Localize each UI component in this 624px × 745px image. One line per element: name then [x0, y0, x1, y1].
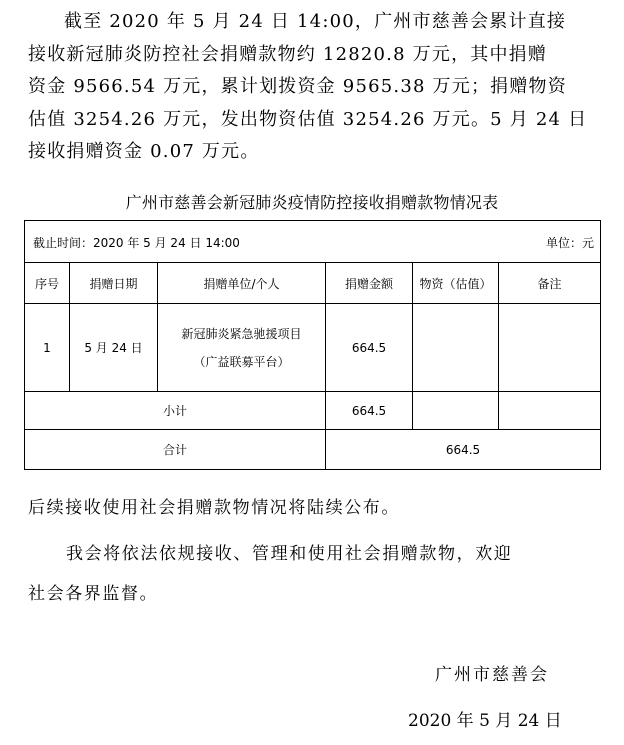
total-label: 合计 [162, 443, 187, 457]
header-no: 序号 [34, 276, 59, 291]
row-date: 5 月 24 日 [84, 341, 143, 355]
total-amount: 664.5 [445, 442, 481, 457]
donation-table [24, 220, 601, 470]
header-amount: 捐赠金额 [344, 276, 393, 291]
row-no: 1 [43, 340, 51, 355]
intro-line: 资金 9566.54 万元，累计划拨资金 9565.38 万元；捐赠物资 [28, 76, 567, 97]
donor-platform: （广益联募平台） [193, 354, 290, 369]
table-title: 广州市慈善会新冠肺炎疫情防控接收捐赠款物情况表 [125, 193, 499, 212]
row-remark [499, 304, 600, 391]
intro-line: 估值 3254.26 万元，发出物资估值 3254.26 万元。5 月 24 日 [28, 108, 588, 130]
row-amount: 664.5 [351, 340, 387, 355]
intro-line: 接收捐赠资金 0.07 万元。 [28, 141, 260, 162]
donor-name: 新冠肺炎紧急驰援项目 [181, 326, 302, 341]
signature-org: 广州市慈善会 [435, 665, 549, 685]
cutoff-time: 截止时间：2020 年 5 月 24 日 14:00 [33, 236, 240, 250]
row-donor [158, 304, 325, 391]
outro-line: 后续接收使用社会捐赠款物情况将陆续公布。 [28, 498, 400, 518]
signature-date: 2020 年 5 月 24 日 [408, 711, 562, 731]
table-meta-row [25, 221, 600, 263]
subtotal-label: 小计 [162, 404, 187, 418]
subtotal-amount: 664.5 [351, 403, 387, 418]
header-donor: 捐赠单位/个人 [203, 276, 280, 291]
announcement-intro [28, 6, 604, 169]
header-goods: 物资（估值） [419, 276, 492, 291]
intro-line: 截至 2020 年 5 月 24 日 14:00，广州市慈善会累计直接 [64, 11, 567, 32]
header-remark: 备注 [537, 276, 562, 291]
row-goods [413, 304, 498, 391]
outro-line: 我会将依法依规接收、管理和使用社会捐赠款物，欢迎 [66, 544, 513, 564]
header-date: 捐赠日期 [89, 276, 138, 291]
unit-label: 单位：元 [545, 236, 594, 250]
outro-line: 社会各界监督。 [28, 584, 159, 604]
intro-line: 接收新冠肺炎防控社会捐赠款物约 12820.8 万元，其中捐赠 [28, 43, 548, 65]
